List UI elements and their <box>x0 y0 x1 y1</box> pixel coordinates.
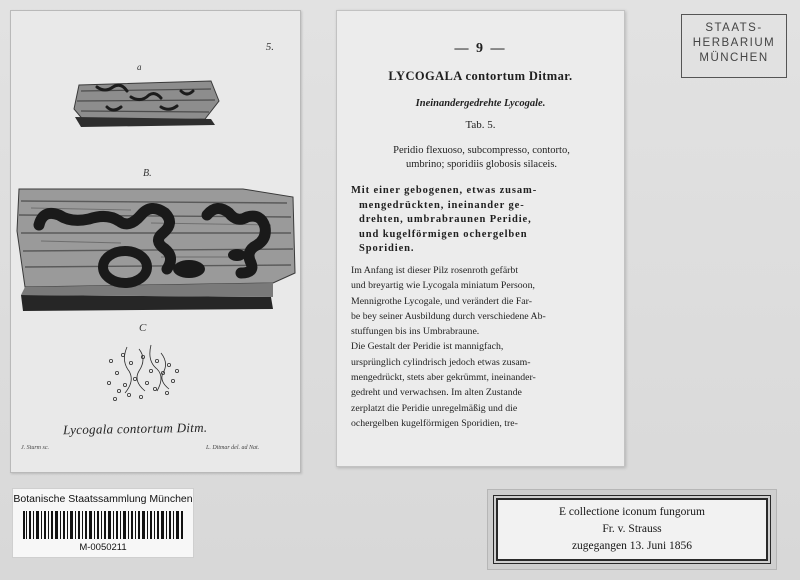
engraver-credit: J. Sturm sc. <box>21 445 49 451</box>
printed-text-page <box>336 10 625 467</box>
collection-label <box>487 489 777 570</box>
species-title: LYCOGALA contortum Ditmar. <box>388 69 573 83</box>
text-line: drehten, umbrabraunen Peridie, <box>359 214 532 225</box>
specimen-id: M-0050211 <box>79 542 127 553</box>
institution-name: Botanische Staatssammlung München <box>13 493 193 505</box>
plate-number: 5. <box>265 41 274 53</box>
text-line: mengedrückten, ineinander ge- <box>359 199 525 211</box>
collection-label-frame <box>496 498 768 561</box>
text-line: und kugelförmigen ochergelben <box>359 228 528 240</box>
barcode-icon <box>23 511 183 539</box>
stamp-line: STAATS- <box>705 22 763 34</box>
plate-caption: Lycogala contortum Ditm. <box>62 419 208 438</box>
text-line: Mit einer gebogenen, etwas zusam- <box>351 185 538 196</box>
figure-b-wood-log <box>17 189 295 311</box>
stamp-line: HERBARIUM <box>692 37 776 49</box>
text-line: Peridio flexuoso, subcompresso, contorto, <box>393 145 570 156</box>
text-line: mengedrückt, stets aber gekrümmt, ineinander- <box>351 372 536 384</box>
figure-c-label: C <box>139 322 147 334</box>
figure-a-label: a <box>137 62 142 72</box>
plate-drawing <box>11 11 300 472</box>
text-line: und breyartig wie Lycogala miniatum Persoon, <box>351 280 535 292</box>
text-line: ochergelben kugelförmigen Sporidien, tre- <box>351 417 518 429</box>
latin-diagnosis <box>355 144 608 172</box>
stamp-line: MÜNCHEN <box>699 52 769 64</box>
figure-b-label: B. <box>143 168 152 179</box>
text-line: Im Anfang ist dieser Pilz rosenroth gefärbt <box>351 265 519 276</box>
barcode-label <box>12 488 194 558</box>
text-line: ursprünglich cylindrisch jedoch etwas zusam- <box>351 356 531 368</box>
text-line: stuffungen bis ins Umbrabraune. <box>351 326 480 338</box>
figure-a-wood-fragment <box>74 81 219 127</box>
text-line: Sporidien. <box>359 243 415 254</box>
text-line: gedreht und verwachsen. Im alten Zustande <box>351 387 522 399</box>
page-number: — 9 — <box>454 41 507 56</box>
collection-line: zugegangen 13. Juni 1856 <box>571 540 693 552</box>
text-line: Die Gestalt der Peridie ist mannigfach, <box>351 341 504 353</box>
german-common-name: Ineinandergedrehte Lycogale. <box>415 98 546 109</box>
collection-line: Fr. v. Strauss <box>602 523 662 535</box>
herbarium-stamp <box>681 14 787 78</box>
figure-c-spores <box>107 345 178 401</box>
german-diagnosis <box>351 184 614 257</box>
artist-credit: L. Ditmar del. ad Nat. <box>206 445 260 451</box>
illustration-plate <box>10 10 301 473</box>
text-line: zerplatzt die Peridie unregelmäßig und die <box>351 402 518 414</box>
description-body <box>351 263 614 431</box>
text-line: umbrino; sporidiis globosis silaceis. <box>405 159 558 170</box>
text-line: be bey seiner Ausbildung durch verschiedene Ab- <box>351 310 546 322</box>
collection-line: E collectione iconum fungorum <box>559 506 705 518</box>
plate-reference: Tab. 5. <box>465 119 496 131</box>
text-line: Mennigrothe Lycogale, und verändert die Far- <box>351 295 532 307</box>
